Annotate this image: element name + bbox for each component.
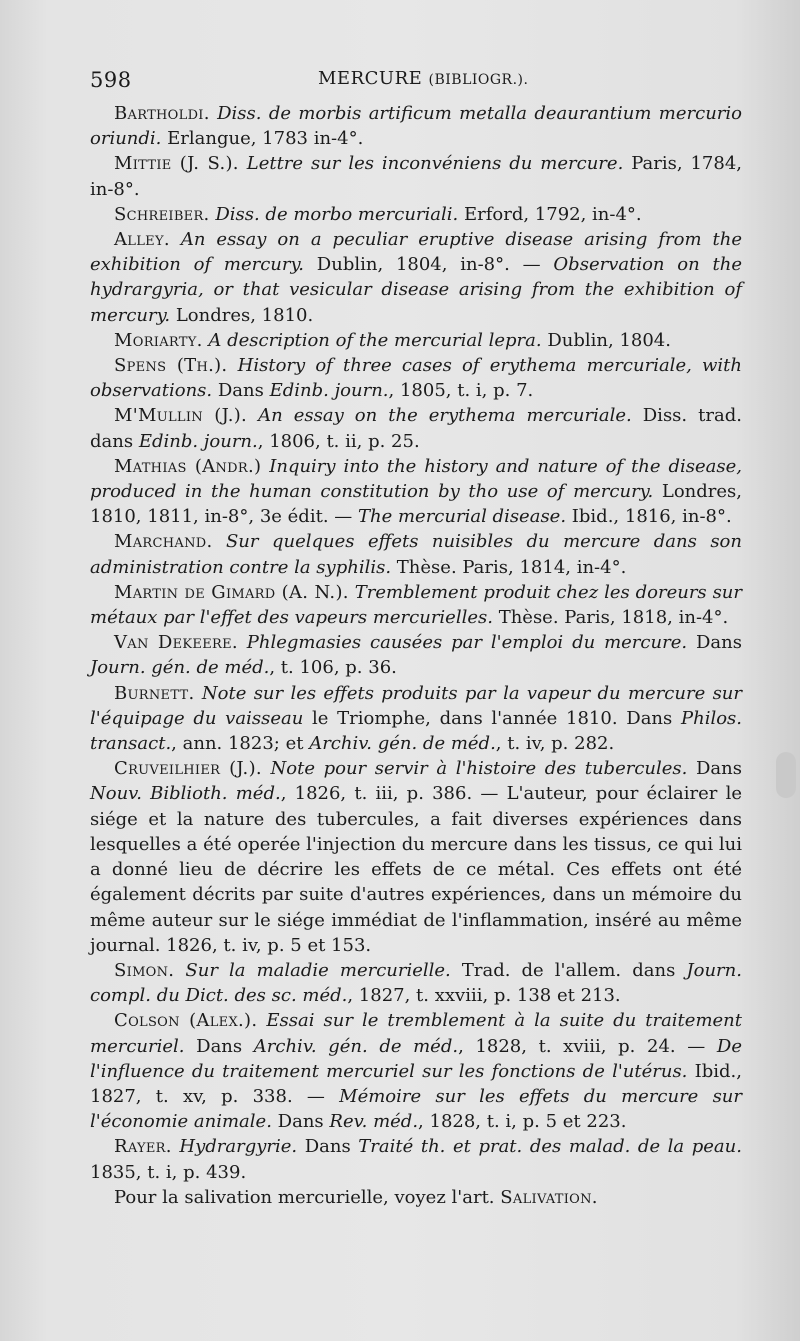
entry-author: Rayer.: [114, 1136, 172, 1158]
entry-title: Note sur les effets produits par la vapeur du mercure sur l'équipage du vaisseau: [90, 682, 743, 729]
entry-publication: Dans: [695, 758, 742, 780]
bibliography-entry: [90, 353, 742, 403]
bibliography-entry: [90, 580, 742, 630]
entry-author: M'Mullin (J.).: [114, 405, 248, 427]
entry-publication: Dublin, 1804, in-8°. —: [316, 254, 541, 276]
entry-publication: Erlangue, 1783 in-4°.: [167, 128, 364, 150]
entry-publication-second: Ibid., 1816, in-8°.: [571, 506, 732, 528]
entry-publication: Thèse. Paris, 1814, in-4°.: [396, 556, 627, 578]
see-also-note: [90, 1185, 742, 1210]
entry-title-third: Mémoire sur les effets du mercure sur l'économie animale.: [90, 1085, 742, 1133]
entry-author: Martin de Gimard (A. N.).: [114, 581, 349, 603]
entry-title-second: Observation on the hydrargyria, or that vesicular disease arising from the exhibition of mercury.: [90, 254, 742, 326]
entry-publication-second: , 1826, t. iii, p. 386. — L'auteur, pour éclairer le siége et la nature des tubercules, a fait diverses expériences dans lesquelles a été operée l'injection du mercure dans les tissus, ce qui lui a donné lieu de décrire les effets de ce métal. Ces effets ont été également décrits par suite d'autres expériences, dans un mémoire du même auteur sur le siége immédiat de l'inflammation, inséré au même journal. 1826, t. iv, p. 5 et 153.: [90, 783, 743, 956]
entry-title: Sur la maladie mercurielle.: [185, 959, 451, 981]
entry-publication-fourth: Dans: [277, 1111, 324, 1133]
entry-title-second: The mercurial disease.: [358, 506, 567, 528]
entry-author: Schreiber.: [114, 203, 210, 225]
entry-publication-second: , 1827, t. xxviii, p. 138 et 213.: [347, 985, 621, 1007]
entry-journal-second: Archiv. gén. de méd.: [309, 733, 496, 755]
entry-publication-second: Londres, 1810.: [175, 304, 314, 326]
entry-publication: Diss. trad. dans: [90, 405, 742, 452]
entry-publication-third: , t. iv, p. 282.: [495, 733, 615, 755]
entry-title: Essai sur le tremblement à la suite du traitement mercuriel.: [90, 1010, 742, 1057]
entry-author: Mittie (J. S.).: [114, 153, 239, 175]
entry-publication-second: , 1805, t. i, p. 7.: [388, 380, 534, 402]
entry-author: Simon.: [114, 959, 175, 981]
entry-author: Cruveilhier (J.).: [114, 758, 262, 780]
running-head: [318, 68, 528, 89]
running-head-main: MERCURE: [318, 68, 423, 89]
bibliography-entry: [90, 1008, 742, 1134]
entry-author: Moriarty.: [114, 329, 203, 351]
bibliography-entry: [90, 529, 742, 579]
entry-title: An essay on the erythema mercuriale.: [258, 405, 632, 427]
entry-publication: Dans: [695, 632, 742, 654]
entry-title: A description of the mercurial lepra.: [208, 329, 542, 351]
bibliography-entry: [90, 756, 742, 958]
entry-title: Inquiry into the history and nature of the disease, produced in the human constitution by tho use of mercury.: [90, 455, 742, 503]
entry-publication: Dans: [304, 1136, 351, 1158]
bibliography-entry: [90, 227, 742, 328]
entry-publication: Trad. de l'allem. dans: [461, 959, 676, 981]
bibliography-entry: [90, 454, 742, 530]
bibliography-entry: [90, 101, 742, 151]
entry-title: Tremblement produit chez les doreurs sur métaux par l'effet des vapeurs mercurielles.: [90, 581, 742, 629]
entry-publication-second: , 1806, t. ii, p. 25.: [257, 430, 420, 452]
entry-title: Hydrargyrie.: [179, 1136, 298, 1158]
entry-publication: le Triomphe, dans l'année 1810. Dans: [312, 707, 673, 729]
entry-publication: Dans: [217, 380, 264, 402]
entry-title-second: De l'influence du traitement mercuriel sur les fonctions de l'utérus.: [90, 1035, 742, 1082]
entry-journal: Philos. transact.: [90, 707, 742, 755]
entry-author: Colson (Alex.).: [114, 1010, 258, 1032]
entry-author: Burnett.: [114, 682, 195, 704]
entry-title: Note pour servir à l'histoire des tubercules.: [270, 758, 688, 780]
entry-author: Spens (Th.).: [114, 355, 228, 377]
entry-title: An essay on a peculiar eruptive disease arising from the exhibition of mercury.: [90, 229, 742, 276]
entry-publication-second: 1835, t. i, p. 439.: [90, 1161, 247, 1183]
entry-title: Phlegmasies causées par l'emploi du mercure.: [246, 632, 688, 654]
entry-title: Lettre sur les inconvéniens du mercure.: [246, 153, 624, 175]
page-number: 598: [90, 68, 132, 92]
see-also-reference: Salivation.: [500, 1186, 598, 1208]
bibliography-list: [90, 101, 742, 1210]
see-also-text: Pour la salivation mercurielle, voyez l'art.: [114, 1186, 495, 1208]
entry-author: Marchand.: [114, 531, 213, 553]
entry-publication: Londres, 1810, 1811, in-8°, 3e édit. —: [90, 481, 742, 528]
bibliography-entry: [90, 958, 742, 1008]
bibliography-entry: [90, 151, 742, 201]
running-head-sub: (BIBLIOGR.).: [428, 72, 529, 88]
entry-journal: Edinb. journ.: [138, 430, 258, 452]
entry-publication: Paris, 1784, in-8°.: [90, 153, 743, 200]
bibliography-entry: [90, 328, 742, 353]
entry-publication-second: , 1828, t. xviii, p. 24. —: [458, 1035, 706, 1057]
entry-author: Alley.: [114, 229, 170, 251]
entry-journal: Archiv. gén. de méd.: [253, 1035, 459, 1057]
entry-journal: Journ. compl. du Dict. des sc. méd.: [90, 959, 742, 1007]
entry-journal-second: Rev. méd.: [329, 1111, 419, 1133]
entry-journal: Nouv. Biblioth. méd.: [90, 783, 281, 805]
entry-publication-fifth: , 1828, t. i, p. 5 et 223.: [418, 1111, 627, 1133]
bibliography-entry: [90, 630, 742, 680]
entry-title: Diss. de morbo mercuriali.: [215, 203, 459, 225]
bibliography-entry: [90, 403, 742, 453]
entry-publication: Dublin, 1804.: [547, 329, 671, 351]
entry-journal: Edinb. journ.: [269, 380, 389, 402]
entry-title: Sur quelques effets nuisibles du mercure dans son administration contre la syphilis.: [90, 531, 742, 578]
entry-title: Diss. de morbis artificum metalla deaurantium mercurio oriundi.: [90, 103, 742, 150]
entry-publication: Erford, 1792, in-4°.: [463, 203, 642, 225]
bibliography-entry: [90, 1134, 742, 1184]
bibliography-entry: [90, 202, 742, 227]
page-edge-stain: [776, 752, 796, 798]
entry-author: Van Dekeere.: [114, 632, 238, 654]
entry-journal: Journ. gén. de méd.: [90, 657, 270, 679]
entry-publication: Dans: [196, 1035, 243, 1057]
entry-title: History of three cases of erythema mercuriale, with observations.: [90, 355, 742, 402]
entry-journal: Traité th. et prat. des malad. de la peau.: [358, 1136, 742, 1158]
bibliography-entry: [90, 681, 742, 757]
entry-publication-second: , ann. 1823; et: [171, 733, 304, 755]
entry-publication-third: Ibid., 1827, t. xv, p. 338. —: [90, 1060, 742, 1107]
page-header: [90, 68, 740, 102]
entry-publication: Thèse. Paris, 1818, in-4°.: [498, 607, 729, 629]
entry-author: Mathias (Andr.): [114, 455, 262, 477]
entry-publication-second: , t. 106, p. 36.: [269, 657, 397, 679]
entry-author: Bartholdi.: [114, 103, 210, 124]
